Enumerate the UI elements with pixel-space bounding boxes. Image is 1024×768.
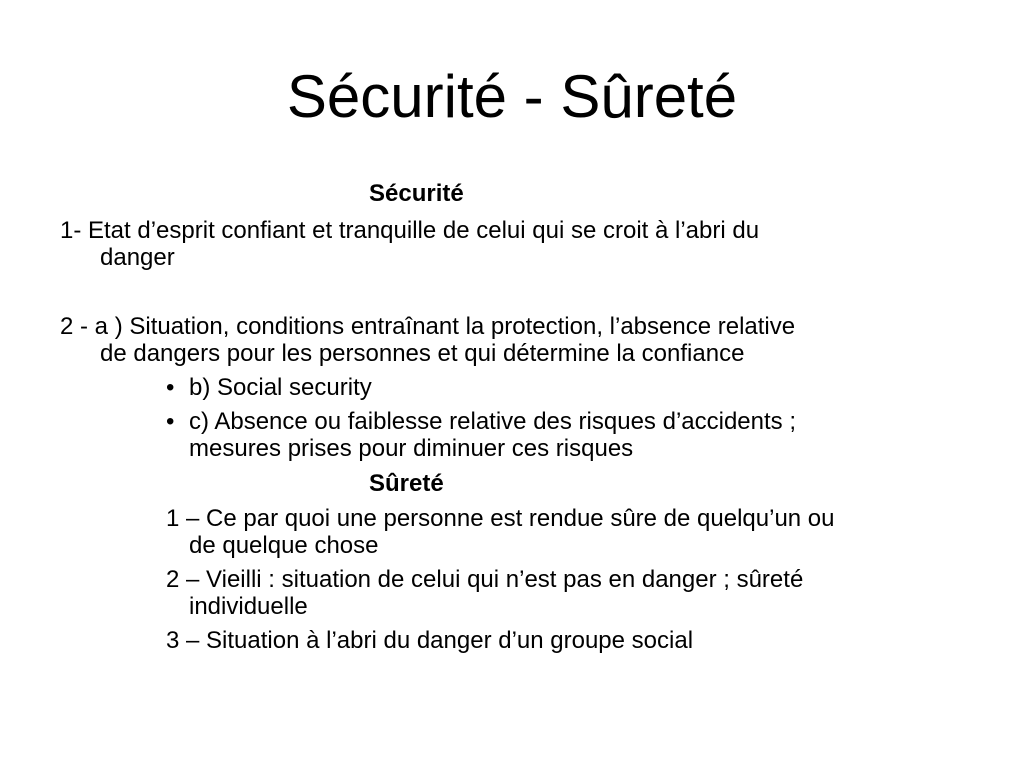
securite-def1-line2: danger [100,244,175,271]
surete-item1-line1: 1 – Ce par quoi une personne est rendue sûre de quelqu’un ou [166,505,835,532]
surete-item2-line2: individuelle [189,593,308,620]
securite-def1-line1: 1- Etat d’esprit confiant et tranquille de celui qui se croit à l’abri du [60,217,760,244]
surete-heading: Sûreté [369,470,444,497]
bullet-marker: • [166,374,175,401]
slide-title: Sécurité - Sûreté [286,63,738,130]
bullet-b-line1: b) Social security [189,374,372,401]
securite-heading: Sécurité [369,180,464,207]
securite-def2-line2: de dangers pour les personnes et qui détermine la confiance [100,340,745,367]
surete-item2-line1: 2 – Vieilli : situation de celui qui n’est pas en danger ; sûreté [166,566,804,593]
surete-item3-line1: 3 – Situation à l’abri du danger d’un groupe social [166,627,694,654]
surete-item1-line2: de quelque chose [189,532,379,559]
bullet-c-line1: c) Absence ou faiblesse relative des risques d’accidents ; [189,408,796,435]
bullet-c-line2: mesures prises pour diminuer ces risques [189,435,634,462]
bullet-marker: • [166,408,175,435]
securite-def2-line1: 2 - a ) Situation, conditions entraînant la protection, l’absence relative [60,313,796,340]
